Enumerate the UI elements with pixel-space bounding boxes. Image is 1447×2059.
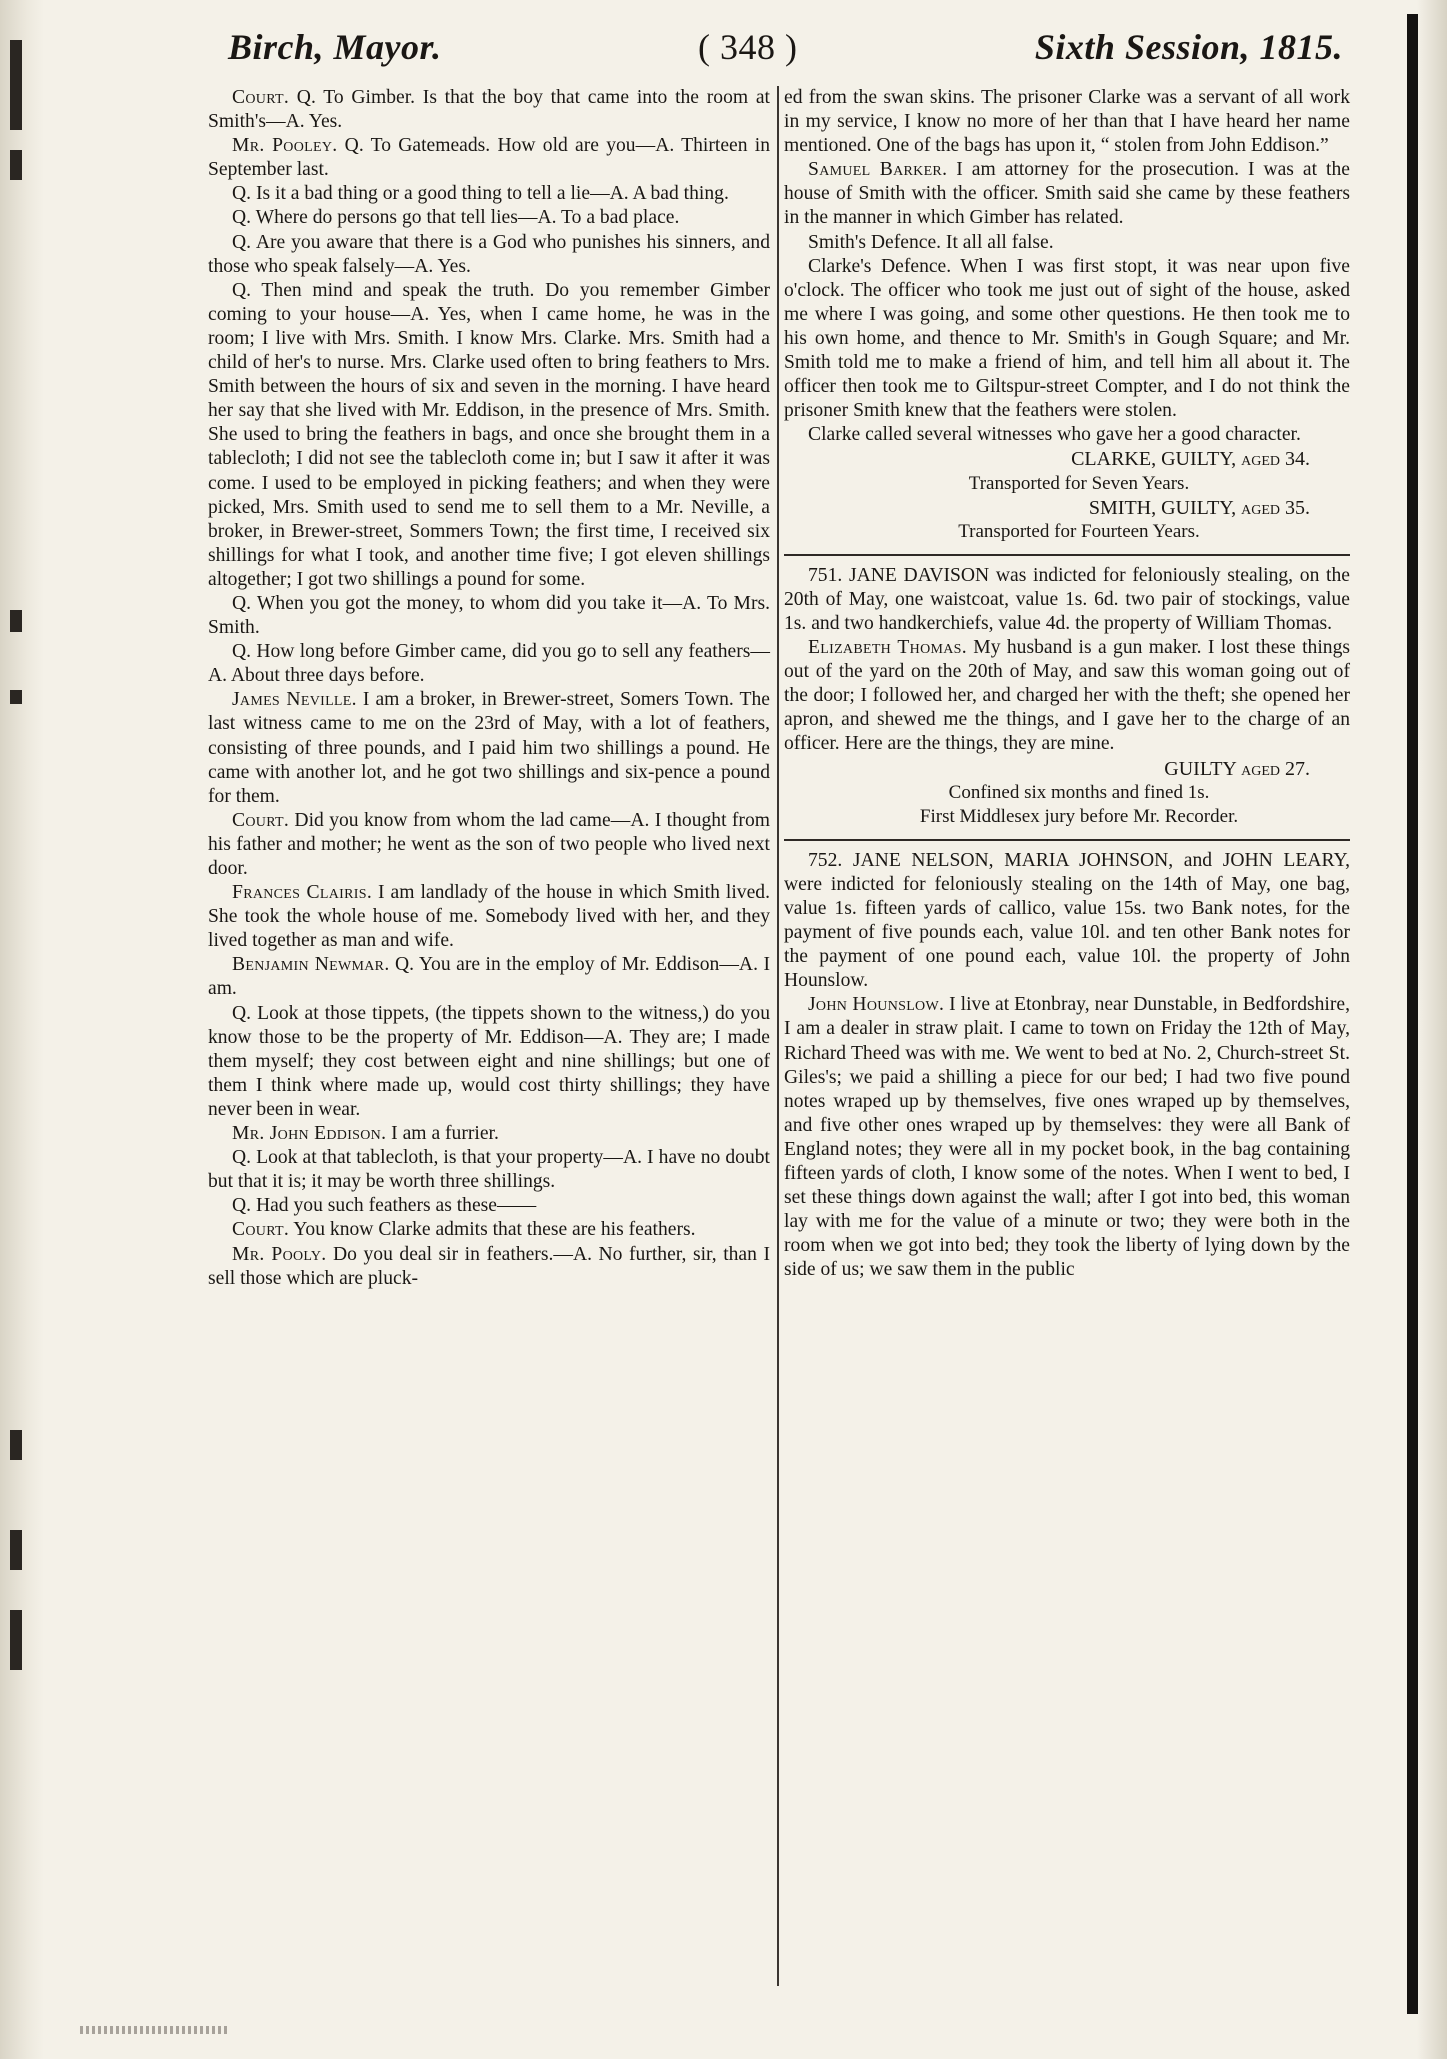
speaker-name: Court. xyxy=(232,1219,290,1241)
paragraph-text: Q. Then mind and speak the truth. Do you remember Gimber coming to your house—A. Yes, when I came home, he was in the room; I live with Mrs. Smith. I know Mrs. Clarke. Mrs. Smith had a child of her's to nurse. Mrs. Clarke used often to bring feathers to Mrs. Smith between the hours of six and seven in the morning. I have heard her say that she lived with Mr. Eddison, in the presence of Mrs. Smith. She used to bring the feathers in bags, and once she brought them in a tablecloth; I did not see the tablecloth come in; but I saw it after it was come. I used to be employed in picking feathers; and when they were picked, Mrs. Smith used to send me to sell them to a Mr. Neville, a broker, in Brewer-street, Sommers Town; the first time, I received six shillings for what I took, and another time five; I got eleven shillings altogether; I got two shillings a pound for some. xyxy=(208,279,770,590)
paragraph-l18 xyxy=(208,1243,770,1291)
sentence-clarke: Transported for Seven Years. xyxy=(968,472,1190,494)
speaker-name: Mr. John Eddison. xyxy=(232,1123,387,1145)
paragraph-text: Did you know from whom the lad came—A. I thought from his father and mother; he went as the son of two people who lived next door. xyxy=(208,809,770,879)
paragraph-text: Q. Where do persons go that tell lies—A. To a bad place. xyxy=(232,207,680,229)
speaker-name: James Neville. xyxy=(232,689,357,711)
paragraph-text: 752. JANE NELSON, MARIA JOHNSON, and JOHN LEARY, were indicted for feloniously stealing on the 14th of May, one bag, value 1s. fifteen yards of callico, value 15s. two Bank notes, for the payment of five pounds each, value 10l. and ten other Bank notes for the payment of one pound each, value 10l. the property of John Hounslow. xyxy=(784,849,1350,992)
paragraph-r2 xyxy=(784,158,1350,230)
speaker-name: Court. xyxy=(232,87,290,108)
paragraph-r3 xyxy=(784,231,1350,255)
page-header xyxy=(228,26,1343,74)
paragraph-text: I am a furrier. xyxy=(386,1123,499,1145)
paragraph-text: Do you deal sir in feathers.—A. No further, sir, than I sell those which are pluck- xyxy=(208,1243,770,1289)
paragraph-text: I am landlady of the house in which Smith lived. She took the whole house of me. Somebody lived with her, and they lived together as man and wife. xyxy=(208,882,770,952)
speaker-name: Mr. Pooley. xyxy=(232,135,338,157)
paragraph-l16 xyxy=(208,1194,770,1218)
speaker-name: Samuel Barker. xyxy=(808,159,948,181)
speaker-name: Mr. Pooly. xyxy=(232,1243,327,1265)
paragraph-l11 xyxy=(208,881,770,953)
paragraph-r5 xyxy=(784,423,1350,447)
speaker-name: Benjamin Newmar. xyxy=(232,954,390,976)
paragraph-l1 xyxy=(208,86,770,134)
scan-edge-left xyxy=(0,0,44,2059)
page-number: ( 348 ) xyxy=(698,27,798,67)
speaker-name: Elizabeth Thomas. xyxy=(808,637,967,659)
right-column-top-paragraphs xyxy=(784,86,1350,447)
paragraph-l10 xyxy=(208,809,770,881)
speaker-name: Court. xyxy=(232,809,290,831)
paragraph-text: Q. Had you such feathers as these—— xyxy=(232,1195,537,1217)
paragraph-l13 xyxy=(208,1002,770,1122)
paragraph-text: Q. Look at that tablecloth, is that your property—A. I have no doubt but that it is; it may be worth three shillings. xyxy=(208,1147,770,1193)
scan-edge-right xyxy=(1417,0,1447,2059)
sentence-davison: Confined six months and fined 1s. xyxy=(948,781,1210,803)
paragraph-l3 xyxy=(208,182,770,206)
speaker-name: John Hounslow. xyxy=(808,994,945,1016)
paragraph-l17 xyxy=(208,1218,770,1242)
jury-note: First Middlesex jury before Mr. Recorder. xyxy=(919,805,1239,827)
paragraph-text: Q. Look at those tippets, (the tippets shown to the witness,) do you know those to be the property of Mr. Eddison—A. They are; I made them myself; they cost between eight and nine shillings; but one of them I think where made up, would cost thirty shillings; they have never been in wear. xyxy=(208,1002,770,1120)
left-column xyxy=(208,86,770,1291)
paragraph-r7 xyxy=(784,636,1350,756)
paragraph-l6 xyxy=(208,279,770,592)
paragraph-text: 751. JANE DAVISON was indicted for feloniously stealing, on the 20th of May, one waistcoat, value 1s. 6d. two pair of stockings, value 1s. and two handkerchiefs, value 4d. the property of William Thomas. xyxy=(784,564,1350,634)
scan-smudge xyxy=(80,2026,230,2034)
paragraph-text: I am a broker, in Brewer-street, Somers Town. The last witness came to me on the 23rd of May, with a lot of feathers, consisting of three pounds, and I paid him two shillings a pound. He came with another lot, and he got two shillings and six-pence a pound for them. xyxy=(208,689,770,807)
binding-bar xyxy=(1407,14,1418,2014)
paragraph-text: Q. Is it a bad thing or a good thing to tell a lie—A. A bad thing. xyxy=(232,183,729,205)
header-right: Sixth Session, 1815. xyxy=(1034,27,1343,67)
paragraph-text: I am attorney for the prosecution. I was at the house of Smith with the officer. Smith said she came by these feathers in the manner in which Gimber has related. xyxy=(784,159,1350,229)
paragraph-text: Q. To Gatemeads. How old are you—A. Thirteen in September last. xyxy=(208,135,770,181)
paragraph-text: Smith's Defence. It all all false. xyxy=(808,231,1054,253)
paragraph-r8 xyxy=(784,849,1350,994)
paragraph-text: Clarke's Defence. When I was first stopt, it was near upon five o'clock. The officer who took me just out of sight of the house, asked me where I was going, and some other questions. He then took me to his own home, and thence to Mr. Smith's in Gough Square; and Mr. Smith told me to make a friend of him, and tell him all about it. The officer then took me to Giltspur-street Compter, and I do not think the prisoner Smith knew that the feathers were stolen. xyxy=(784,255,1350,422)
paragraph-r9 xyxy=(784,993,1350,1282)
paragraph-l5 xyxy=(208,231,770,279)
paragraph-text: My husband is a gun maker. I lost these things out of the yard on the 20th of May, and saw this woman going out of the door; I followed her, and charged her with the theft; she opened her apron, and shewed me the things, and I gave her to the charge of an officer. Here are the things, they are mine. xyxy=(784,637,1350,755)
verdict-smith: SMITH, GUILTY, aged 35. xyxy=(1088,496,1310,519)
column-divider xyxy=(777,86,779,1986)
sentence-smith: Transported for Fourteen Years. xyxy=(958,520,1200,542)
paragraph-text: I live at Etonbray, near Dunstable, in Bedfordshire, I am a dealer in straw plait. I came to town on Friday the 12th of May, Richard Theed was with me. We went to bed at No. 2, Church-street St. Giles's; we paid a shilling a piece for our bed; I had two five pound notes wraped up by themselves, five ones wraped up by themselves, and five other ones wraped up by themselves: they were all Bank of England notes; they were all in my pocket book, in the bag containing fifteen yards of cloth, I know some of the notes. When I went to bed, I set these things down against the wall; after I got into bed, this woman lay with me for the value of a minute or two; they were both in the room when we got into bed; they took the liberty of lying down by the side of us; we saw them in the public xyxy=(784,994,1350,1281)
paragraph-r4 xyxy=(784,255,1350,424)
case-separator-rule xyxy=(784,839,1350,841)
paragraph-l2 xyxy=(208,134,770,182)
paragraph-text: Q. You are in the employ of Mr. Eddison—A. I am. xyxy=(208,954,771,1000)
paragraph-l7 xyxy=(208,592,770,640)
case-752 xyxy=(784,849,1350,1283)
paragraph-l14 xyxy=(208,1122,770,1146)
speaker-name: Frances Clairis. xyxy=(232,882,373,904)
paragraph-l8 xyxy=(208,640,770,688)
paragraph-text: Q. Are you aware that there is a God who punishes his sinners, and those who speak falsely—A. Yes. xyxy=(208,231,770,277)
verdict-clarke: CLARKE, GUILTY, aged 34. xyxy=(1071,448,1310,471)
paragraph-text: You know Clarke admits that these are his feathers. xyxy=(289,1219,696,1241)
paragraph-l12 xyxy=(208,953,770,1001)
case-751 xyxy=(784,564,1350,757)
paragraph-r6 xyxy=(784,564,1350,636)
right-column xyxy=(784,86,1350,1283)
case-separator-rule xyxy=(784,554,1350,556)
paragraph-r1 xyxy=(784,86,1350,158)
header-left: Birch, Mayor. xyxy=(228,27,442,67)
paragraph-l4 xyxy=(208,206,770,230)
paragraph-text: Q. To Gimber. Is that the boy that came into the room at Smith's—A. Yes. xyxy=(208,87,770,133)
paragraph-l15 xyxy=(208,1146,770,1194)
verdict-davison: GUILTY aged 27. xyxy=(1164,757,1310,780)
paragraph-text: Q. How long before Gimber came, did you go to sell any feathers—A. About three days before. xyxy=(208,641,770,687)
paragraph-text: Clarke called several witnesses who gave her a good character. xyxy=(808,424,1301,446)
paragraph-text: ed from the swan skins. The prisoner Clarke was a servant of all work in my service, I know no more of her than that I have heard her name mentioned. One of the bags has upon it, “ stolen from John Eddison.” xyxy=(784,87,1350,157)
paragraph-text: Q. When you got the money, to whom did you take it—A. To Mrs. Smith. xyxy=(208,592,770,639)
paragraph-l9 xyxy=(208,688,770,808)
